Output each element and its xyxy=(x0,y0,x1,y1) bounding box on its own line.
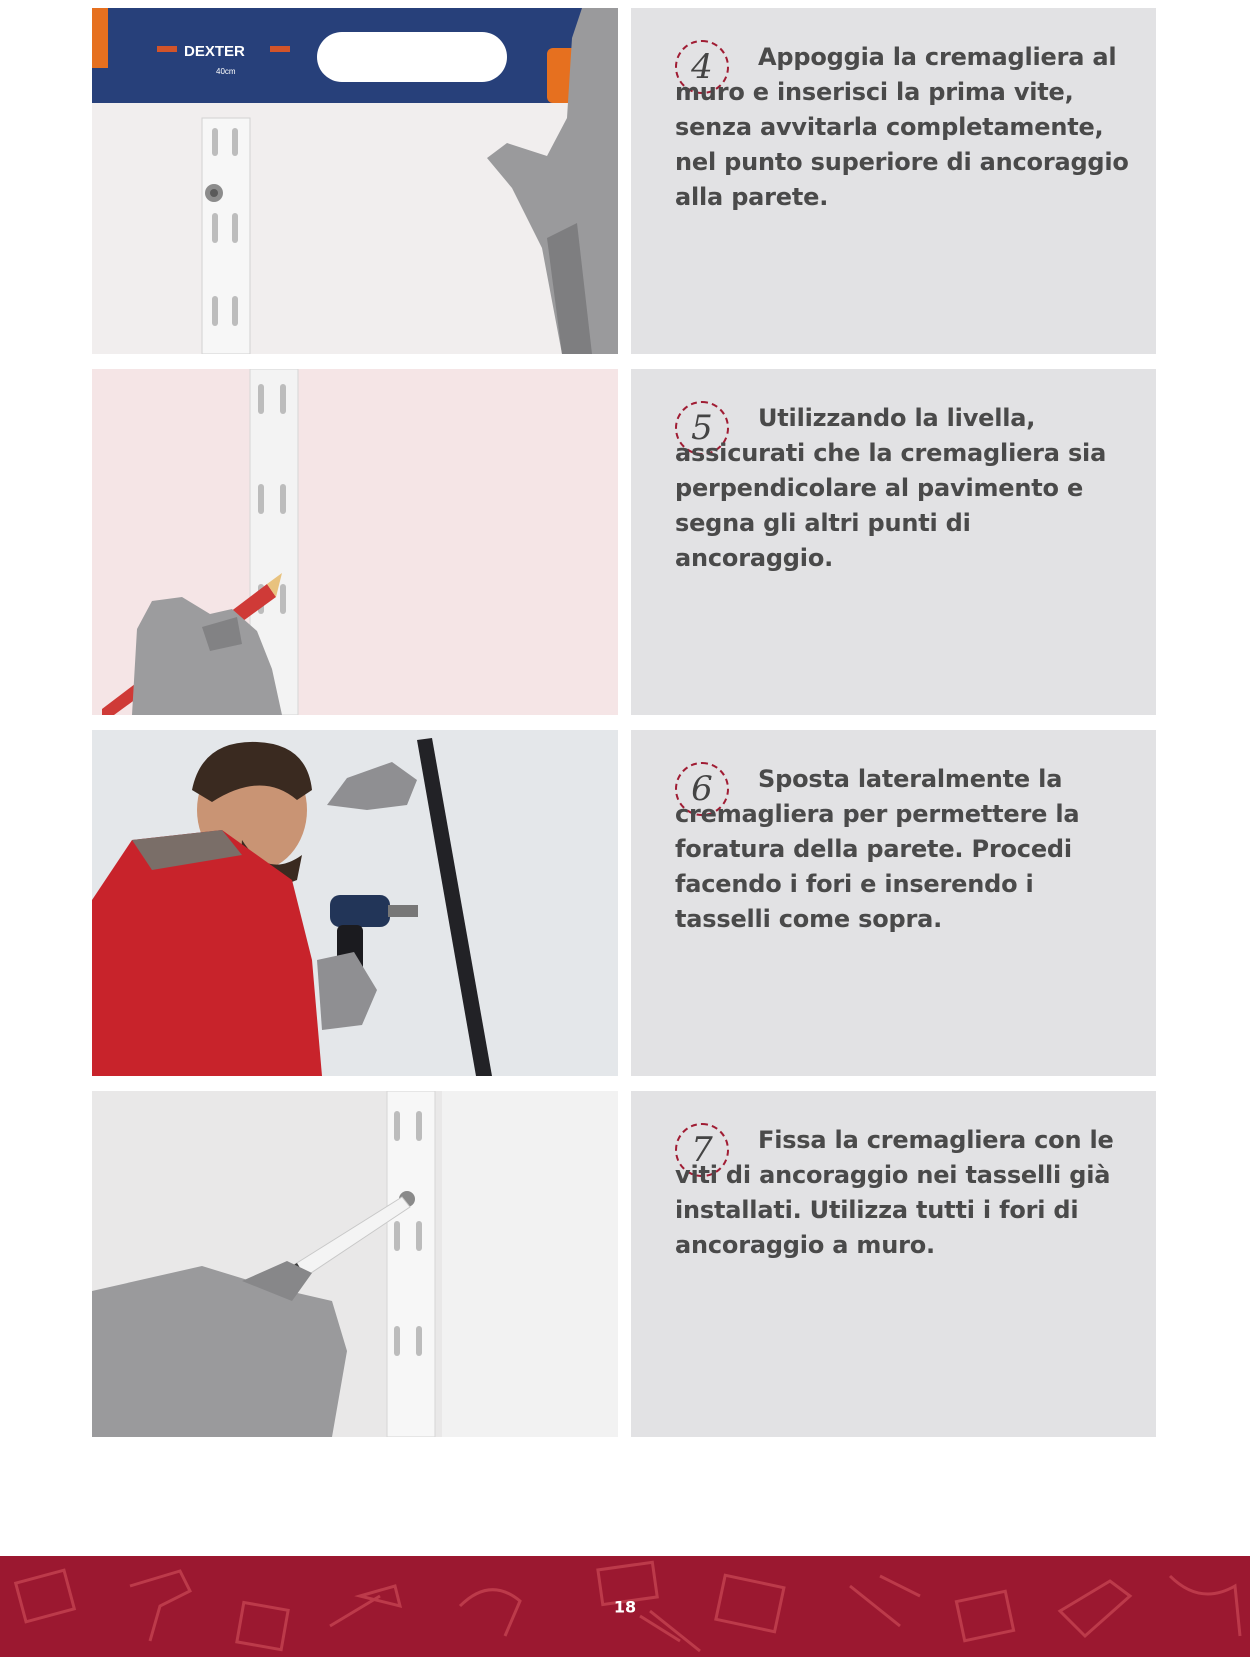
step-instruction: Fissa la cremagliera con le viti di ancoraggio nei tasselli già installati. Utilizza tutti i fori di ancoraggio a muro. xyxy=(675,1126,1114,1259)
level-brand-label: DEXTER xyxy=(184,43,245,60)
footer-band xyxy=(0,1556,1250,1657)
step-number-badge: 5 xyxy=(675,401,729,455)
step-instruction: Sposta lateralmente la cremagliera per permettere la foratura della parete. Procedi facendo i fori e inserendo i tasselli come sopra. xyxy=(675,765,1080,933)
step-instruction: Appoggia la cremagliera al muro e inserisci la prima vite, senza avvitarla completamente, nel punto superiore di ancoraggio alla parete. xyxy=(675,43,1129,211)
step-7 xyxy=(92,1091,1156,1437)
step-5-photo xyxy=(92,369,618,715)
step-5-card xyxy=(631,369,1156,715)
step-6-photo xyxy=(92,730,618,1076)
step-4 xyxy=(92,8,1156,354)
step-6 xyxy=(92,730,1156,1076)
step-4-photo xyxy=(92,8,618,354)
step-instruction: Utilizzando la livella, assicurati che la cremagliera sia perpendicolare al pavimento e segna gli altri punti di ancoraggio. xyxy=(675,404,1107,572)
step-number-badge: 6 xyxy=(675,762,729,816)
step-6-card xyxy=(631,730,1156,1076)
level-size-label: 40cm xyxy=(216,67,236,76)
step-7-photo xyxy=(92,1091,618,1437)
step-5 xyxy=(92,369,1156,715)
step-4-card xyxy=(631,8,1156,354)
step-number-badge: 7 xyxy=(675,1123,729,1177)
step-number-badge: 4 xyxy=(675,40,729,94)
page-number: 18 xyxy=(613,1597,637,1616)
step-7-card xyxy=(631,1091,1156,1437)
